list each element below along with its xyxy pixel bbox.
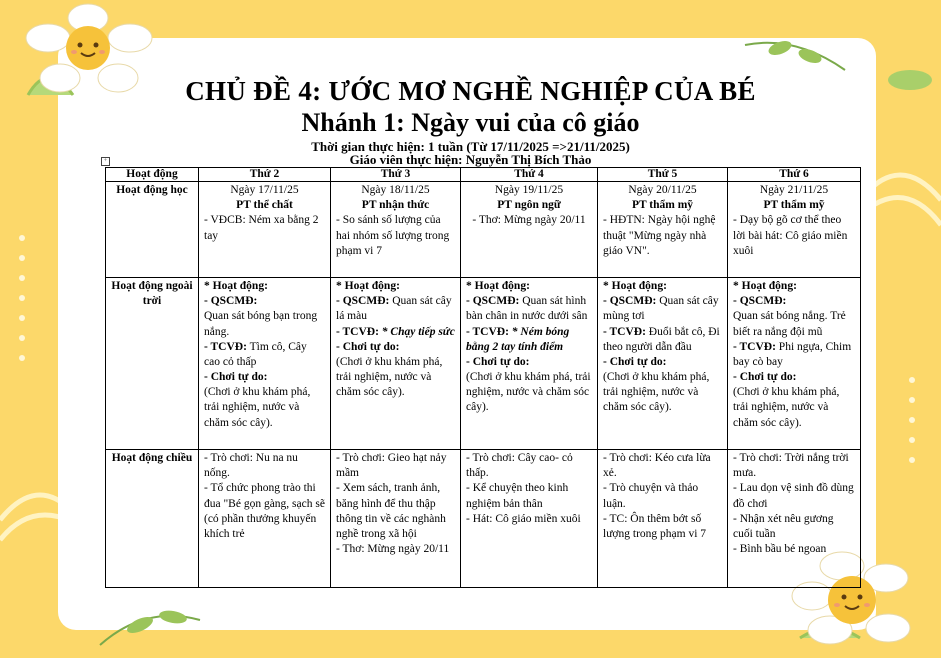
table-row-hoat-dong-hoc xyxy=(106,182,861,278)
column-header: Thứ 5 xyxy=(598,168,728,182)
table-cell xyxy=(598,182,728,278)
table-header-row xyxy=(106,168,861,182)
cell-line: - Thơ: Mừng ngày 20/11 xyxy=(472,214,586,227)
cell-heading: * Hoạt động: xyxy=(466,280,530,292)
cell-line: - TCVĐ: Phi ngựa, Chim bay cò bay xyxy=(733,340,852,368)
leaf-bottom-left-icon xyxy=(95,585,205,655)
cell-line: - Tổ chức phong trào thi đua "Bé gọn gàng, sạch sẽ (có phần thưởng khuyến khích trẻ xyxy=(204,482,325,540)
table-row-hoat-dong-ngoai-troi xyxy=(106,278,861,450)
cell-line: - Trò chơi: Gieo hạt nảy mầm xyxy=(336,452,447,480)
cell-line: - Chơi tự do: (Chơi ở khu khám phá, trải nghiệm, nước và chăm sóc cây). xyxy=(466,355,591,414)
cell-line: - HĐTN: Ngày hội nghệ thuật "Mừng ngày nhà giáo VN". xyxy=(603,214,716,257)
cell-field: PT thể chất xyxy=(236,199,293,212)
cell-line: - Kể chuyện theo kinh nghiệm bản thân xyxy=(466,482,569,510)
table-cell xyxy=(598,450,728,588)
cell-line: - VĐCB: Ném xa bằng 2 tay xyxy=(204,214,319,242)
cell-line: - Thơ: Mừng ngày 20/11 xyxy=(336,543,450,556)
table-cell xyxy=(331,450,461,588)
cell-line: - Lau dọn vệ sinh đồ dùng đồ chơi xyxy=(733,482,854,510)
table-cell xyxy=(461,450,598,588)
cell-line: - QSCMĐ: Quan sát hình bàn chân in nước dưới sân xyxy=(466,295,588,323)
cell-line: - TCVĐ: Tìm cô, Cây cao cỏ thấp xyxy=(204,340,307,368)
cell-line: - Trò chơi: Kéo cưa lừa xẻ. xyxy=(603,452,711,480)
cell-line: - QSCMĐ: Quan sát bóng nắng. Trẻ biết ra nắng đội mũ xyxy=(733,295,846,338)
cell-line: - TCVĐ: * Chạy tiếp sức xyxy=(336,325,455,338)
cell-line: - QSCMĐ: Quan sát bóng bạn trong nắng. xyxy=(204,295,318,338)
column-header: Hoạt động xyxy=(106,168,199,182)
table-cell xyxy=(728,278,861,450)
cell-line: - So sánh số lượng của hai nhóm số lượng trong phạm vi 7 xyxy=(336,214,450,257)
column-header: Thứ 6 xyxy=(728,168,861,182)
column-header: Thứ 4 xyxy=(461,168,598,182)
cell-date: Ngày 20/11/25 xyxy=(628,184,697,196)
page-title: CHỦ ĐỀ 4: ƯỚC MƠ NGHỀ NGHIỆP CỦA BÉ xyxy=(185,76,756,106)
table-cell xyxy=(199,182,331,278)
table-cell xyxy=(331,182,461,278)
table-move-handle-icon[interactable]: + xyxy=(101,157,110,166)
cell-line: - Trò chơi: Nu na nu nống. xyxy=(204,452,298,480)
cell-date: Ngày 18/11/25 xyxy=(361,184,430,196)
cell-date: Ngày 19/11/25 xyxy=(494,184,564,196)
cell-date: Ngày 21/11/25 xyxy=(759,184,829,196)
dots-left xyxy=(19,235,25,361)
table-cell xyxy=(461,278,598,450)
cell-heading: * Hoạt động: xyxy=(336,280,400,292)
column-header: Thứ 2 xyxy=(199,168,331,182)
table-cell xyxy=(199,450,331,588)
table-cell xyxy=(598,278,728,450)
cell-line: - Chơi tự do: (Chơi ở khu khám phá, trải nghiệm, nước và chăm sóc cây). xyxy=(733,371,840,429)
cell-line: - QSCMĐ: Quan sát cây lá màu xyxy=(336,295,452,323)
cell-heading: * Hoạt động: xyxy=(603,280,667,292)
table-cell xyxy=(728,450,861,588)
cell-line: - Hát: Cô giáo miền xuôi xyxy=(466,512,581,525)
cell-field: PT ngôn ngữ xyxy=(497,199,561,212)
table-cell xyxy=(331,278,461,450)
table-cell xyxy=(728,182,861,278)
cell-line: - Xem sách, tranh ảnh, băng hình để thu thập thông tin về các nghành nghề trong xã hội xyxy=(336,482,446,540)
cell-field: PT nhận thức xyxy=(361,199,430,212)
cell-line: - Nhận xét nêu gương cuối tuần xyxy=(733,512,834,540)
cell-line: - Trò chơi: Cây cao- cỏ thấp. xyxy=(466,452,573,480)
cell-field: PT thẩm mỹ xyxy=(631,199,694,212)
table-row-hoat-dong-chieu xyxy=(106,450,861,588)
cell-line: - Chơi tự do: (Chơi ở khu khám phá, trải nghiệm, nước và chăm sóc cây). xyxy=(336,340,443,399)
cell-line: - Bình bầu bé ngoan xyxy=(733,543,827,556)
cell-line: - TCVĐ: Đuổi bắt cô, Đi theo người dẫn đầu xyxy=(603,325,720,353)
cell-line: - TC: Ôn thêm bớt số lượng trong phạm vi 7 xyxy=(603,512,707,540)
cell-line: - Chơi tự do: (Chơi ở khu khám phá, trải nghiệm, nước và chăm sóc cây). xyxy=(204,371,311,429)
duration-line: Thời gian thực hiện: 1 tuần (Từ 17/11/2025 =>21/11/2025) xyxy=(311,139,630,154)
table-cell xyxy=(199,278,331,450)
weekly-plan-table xyxy=(105,167,861,588)
row-label: Hoạt động ngoài trời xyxy=(106,278,199,450)
dots-right xyxy=(909,377,915,463)
table-cell xyxy=(461,182,598,278)
cell-line: - QSCMĐ: Quan sát cây mùng tơi xyxy=(603,295,719,323)
cell-line: - Dạy bộ gõ cơ thể theo lời bài hát: Cô giáo miền xuôi xyxy=(733,214,848,257)
cell-heading: * Hoạt động: xyxy=(204,280,268,292)
cell-line: - Trò chơi: Trời nắng trời mưa. xyxy=(733,452,849,480)
cell-line: - Chơi tự do: (Chơi ở khu khám phá, trải nghiệm, nước và chăm sóc cây). xyxy=(603,355,710,414)
cell-line: - Trò chuyện và thảo luận. xyxy=(603,482,699,510)
page-subtitle: Nhánh 1: Ngày vui của cô giáo xyxy=(301,108,640,137)
cell-line: - TCVĐ: * Ném bóng bằng 2 tay tính điểm xyxy=(466,325,570,353)
cell-heading: * Hoạt động: xyxy=(733,280,797,292)
teacher-line: Giáo viên thực hiện: Nguyễn Thị Bích Thảo xyxy=(349,152,592,167)
row-label: Hoạt động học xyxy=(106,182,199,278)
cell-field: PT thẩm mỹ xyxy=(763,199,825,212)
row-label: Hoạt động chiều xyxy=(106,450,199,588)
cell-date: Ngày 17/11/25 xyxy=(230,184,299,196)
column-header: Thứ 3 xyxy=(331,168,461,182)
